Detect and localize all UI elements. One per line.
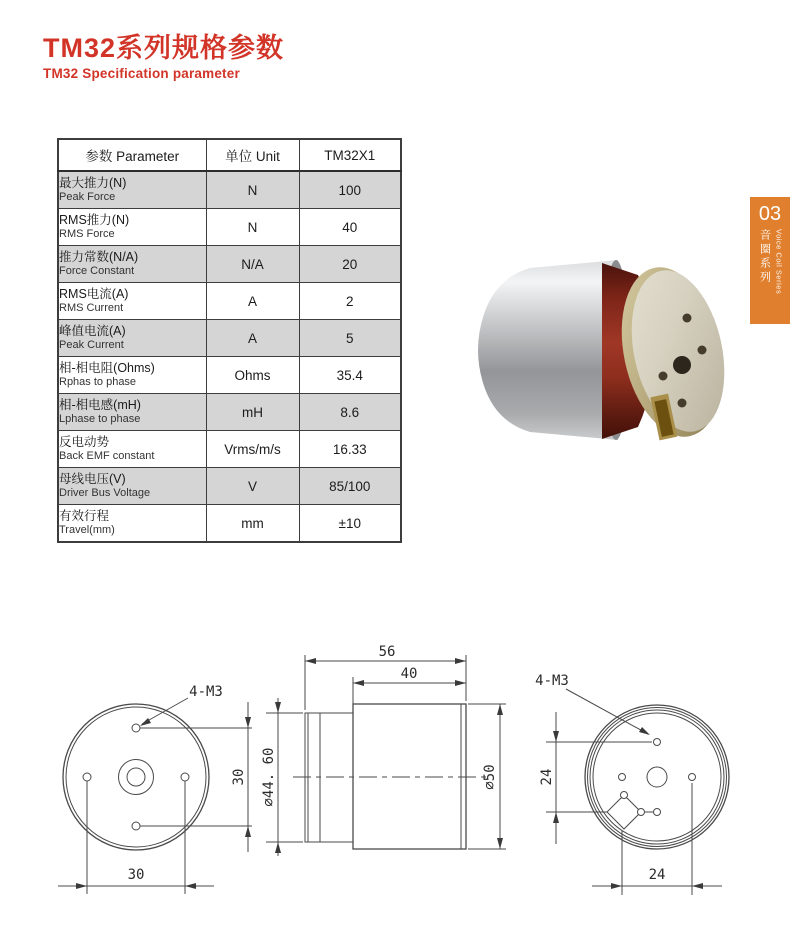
header-parameter: 参数 Parameter	[58, 139, 206, 171]
side-dim-body-diameter: ∅50	[482, 764, 498, 790]
param-unit: A	[206, 283, 299, 320]
param-en: Peak Current	[59, 339, 124, 352]
series-labels	[757, 229, 784, 294]
param-unit: Vrms/m/s	[206, 431, 299, 468]
param-zh: 峰值电流(A)	[59, 323, 126, 338]
table-row	[58, 505, 401, 543]
series-side-tab	[750, 197, 790, 324]
param-en: Back EMF constant	[59, 450, 155, 463]
param-en: Lphase to phase	[59, 413, 141, 426]
side-dim-small-diameter: ∅44. 60	[261, 747, 277, 807]
param-value: 35.4	[299, 357, 401, 394]
param-value: 2	[299, 283, 401, 320]
face-hole	[659, 372, 668, 381]
header-unit: 单位 Unit	[206, 139, 299, 171]
face-center-hole	[673, 356, 691, 374]
face-hole	[698, 346, 707, 355]
param-unit: N	[206, 171, 299, 209]
param-unit: V	[206, 468, 299, 505]
table-row	[58, 246, 401, 283]
product-photo-voice-coil-motor	[450, 230, 750, 470]
back-thread-label: 4-M3	[535, 673, 569, 689]
param-unit: A	[206, 320, 299, 357]
param-value: ±10	[299, 505, 401, 543]
back-view	[535, 673, 729, 895]
table-row	[58, 431, 401, 468]
param-value: 16.33	[299, 431, 401, 468]
param-zh: 反电动势	[59, 434, 110, 449]
front-thread-label: 4-M3	[189, 684, 223, 700]
face-hole	[678, 399, 687, 408]
param-unit: mm	[206, 505, 299, 543]
param-zh: 相-相电阻(Ohms)	[59, 360, 155, 375]
param-unit: Ohms	[206, 357, 299, 394]
param-value: 8.6	[299, 394, 401, 431]
param-en: Driver Bus Voltage	[59, 487, 151, 500]
param-value: 5	[299, 320, 401, 357]
side-view	[261, 644, 506, 856]
param-zh: 母线电压(V)	[59, 471, 126, 486]
param-zh: 推力常数(N/A)	[59, 249, 139, 264]
header-model: TM32X1	[299, 139, 401, 171]
param-en: Peak Force	[59, 191, 116, 204]
front-dim-vertical: 30	[231, 768, 247, 786]
front-dim-horizontal: 30	[127, 867, 145, 883]
param-zh: 有效行程	[59, 508, 110, 523]
table-header-row	[58, 139, 401, 171]
param-value: 40	[299, 209, 401, 246]
title-block	[43, 34, 284, 81]
param-zh: 最大推力(N)	[59, 175, 127, 190]
param-en: RMS Current	[59, 302, 124, 315]
page-title: TM32系列规格参数	[43, 33, 285, 63]
param-en: Travel(mm)	[59, 524, 115, 537]
face-hole	[683, 314, 692, 323]
param-zh: 相-相电感(mH)	[59, 397, 141, 412]
table-row	[58, 357, 401, 394]
param-en: Force Constant	[59, 265, 135, 278]
param-value: 85/100	[299, 468, 401, 505]
side-dim-total-length: 56	[378, 644, 396, 660]
back-dim-horizontal: 24	[648, 867, 666, 883]
table-row	[58, 468, 401, 505]
table-row	[58, 283, 401, 320]
series-label-en: Voice Coil Series	[774, 229, 784, 295]
side-dim-body-length: 40	[400, 666, 418, 682]
param-zh: RMS电流(A)	[59, 286, 129, 301]
technical-drawings	[0, 620, 800, 949]
front-view	[58, 684, 252, 894]
series-label-zh: 音圈系列	[758, 229, 771, 285]
table-row	[58, 209, 401, 246]
param-unit: mH	[206, 394, 299, 431]
param-en: Rphas to phase	[59, 376, 137, 389]
table-row	[58, 320, 401, 357]
page-subtitle: TM32 Specification parameter	[43, 65, 240, 81]
table-row	[58, 394, 401, 431]
spec-table	[57, 138, 402, 543]
param-value: 100	[299, 171, 401, 209]
series-number: 03	[758, 203, 782, 225]
param-unit: N	[206, 209, 299, 246]
param-en: RMS Force	[59, 228, 115, 241]
param-value: 20	[299, 246, 401, 283]
motor-silver-body	[478, 260, 618, 440]
param-unit: N/A	[206, 246, 299, 283]
param-zh: RMS推力(N)	[59, 212, 130, 227]
motor-body-group	[478, 258, 738, 446]
back-dim-vertical: 24	[539, 768, 555, 786]
table-row	[58, 171, 401, 209]
